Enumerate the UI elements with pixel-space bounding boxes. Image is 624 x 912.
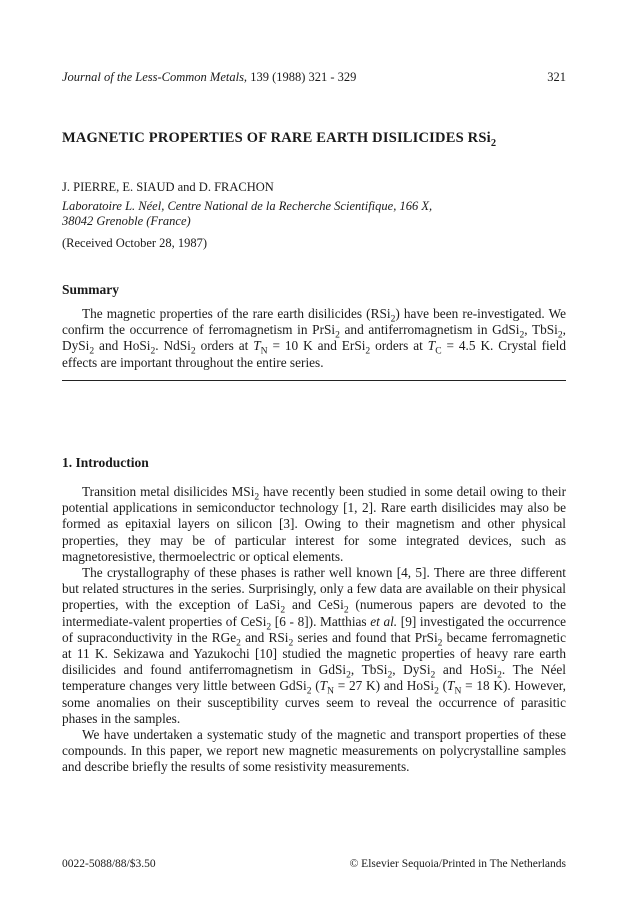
section-divider	[62, 380, 566, 381]
article-code: 0022-5088/88/$3.50	[62, 858, 156, 870]
summary-body	[62, 306, 566, 371]
intro-paragraph-2: The crystallography of these phases is rather well known [4, 5]. There are three different but related structures in the series. Surprisingly, only a few data are available on their physical properties, with the exception of LaSi$_2$ and CeSi$_2$ (numerous papers are devoted to the intermediate-valent properties of CeSi$_2$ [6 - 8]). Matthias et al. [9] investigated the occurrence of supraconductivity in the RGe$_2$ and RSi$_2$ series and found that PrSi$_2$ became ferromagnetic at 11 K. Sekizawa and Yazukochi [10] studied the magnetic properties of heavy rare earth disilicides and found antiferromagnetism in GdSi$_2$, TbSi$_2$, DySi$_2$ and HoSi$_2$. The Néel temperature changes very little between GdSi$_2$ ($T_N = 27$ K) and HoSi$_2$ ($T_N = 18$ K). However, some anomalies on their susceptibility curves seem to reveal the occurrence of parasitic phases in the samples.	[62, 565, 567, 726]
journal-pages: (1988) 321 - 329	[272, 70, 357, 84]
intro-paragraph-1: Transition metal disilicides MSi$_2$ have recently been studied in some detail owing to their potential applications in semiconductor technology [1, 2]. Rare earth disilicides may also be formed as epitaxial layers on silicon [3]. Owing to their magnetism and other physical properties, they may be of particular interest for some integrated devices, such as magnetoresistive, thermoelectric or optical elements.	[62, 484, 566, 564]
page-number: 321	[547, 70, 566, 84]
affiliation-line-2: 38042 Grenoble (France)	[62, 214, 191, 228]
article-title-subscript: 2	[490, 137, 497, 149]
summary-heading: Summary	[62, 282, 119, 297]
journal-name: Journal of the Less-Common Metals,	[62, 70, 248, 84]
affiliation-line-1: Laboratoire L. Néel, Centre National de la Recherche Scientifique, 166 X,	[62, 199, 433, 213]
intro-paragraph-3: We have undertaken a systematic study of the magnetic and transport properties of these compounds. In this paper, we report new magnetic measurements on polycrystalline samples and describe briefly the results of some resistivity measurements.	[62, 727, 566, 775]
affiliation	[62, 199, 432, 229]
article-title	[62, 130, 496, 147]
publisher-line: © Elsevier Sequoia/Printed in The Netherlands	[349, 858, 566, 870]
introduction-body	[62, 484, 566, 776]
received-date: (Received October 28, 1987)	[62, 236, 208, 250]
introduction-heading: 1. Introduction	[62, 455, 149, 470]
summary-paragraph: The magnetic properties of the rare earth disilicides (RSi$_2$) have been re-investigated. We confirm the occurrence of ferromagnetism in PrSi$_2$ and antiferromagnetism in GdSi$_2$, TbSi$_2$, DySi$_2$ and HoSi$_2$. NdSi$_2$ orders at $T_N = 10$ K and ErSi$_2$ orders at $T_C = 4.5$ K. Crystal field effects are important throughout the entire series.	[62, 306, 567, 370]
journal-volume: 139	[250, 70, 269, 84]
authors: J. PIERRE, E. SIAUD and D. FRACHON	[62, 180, 274, 194]
article-title-text: MAGNETIC PROPERTIES OF RARE EARTH DISILICIDES RSi	[62, 130, 491, 146]
running-header	[62, 70, 356, 85]
